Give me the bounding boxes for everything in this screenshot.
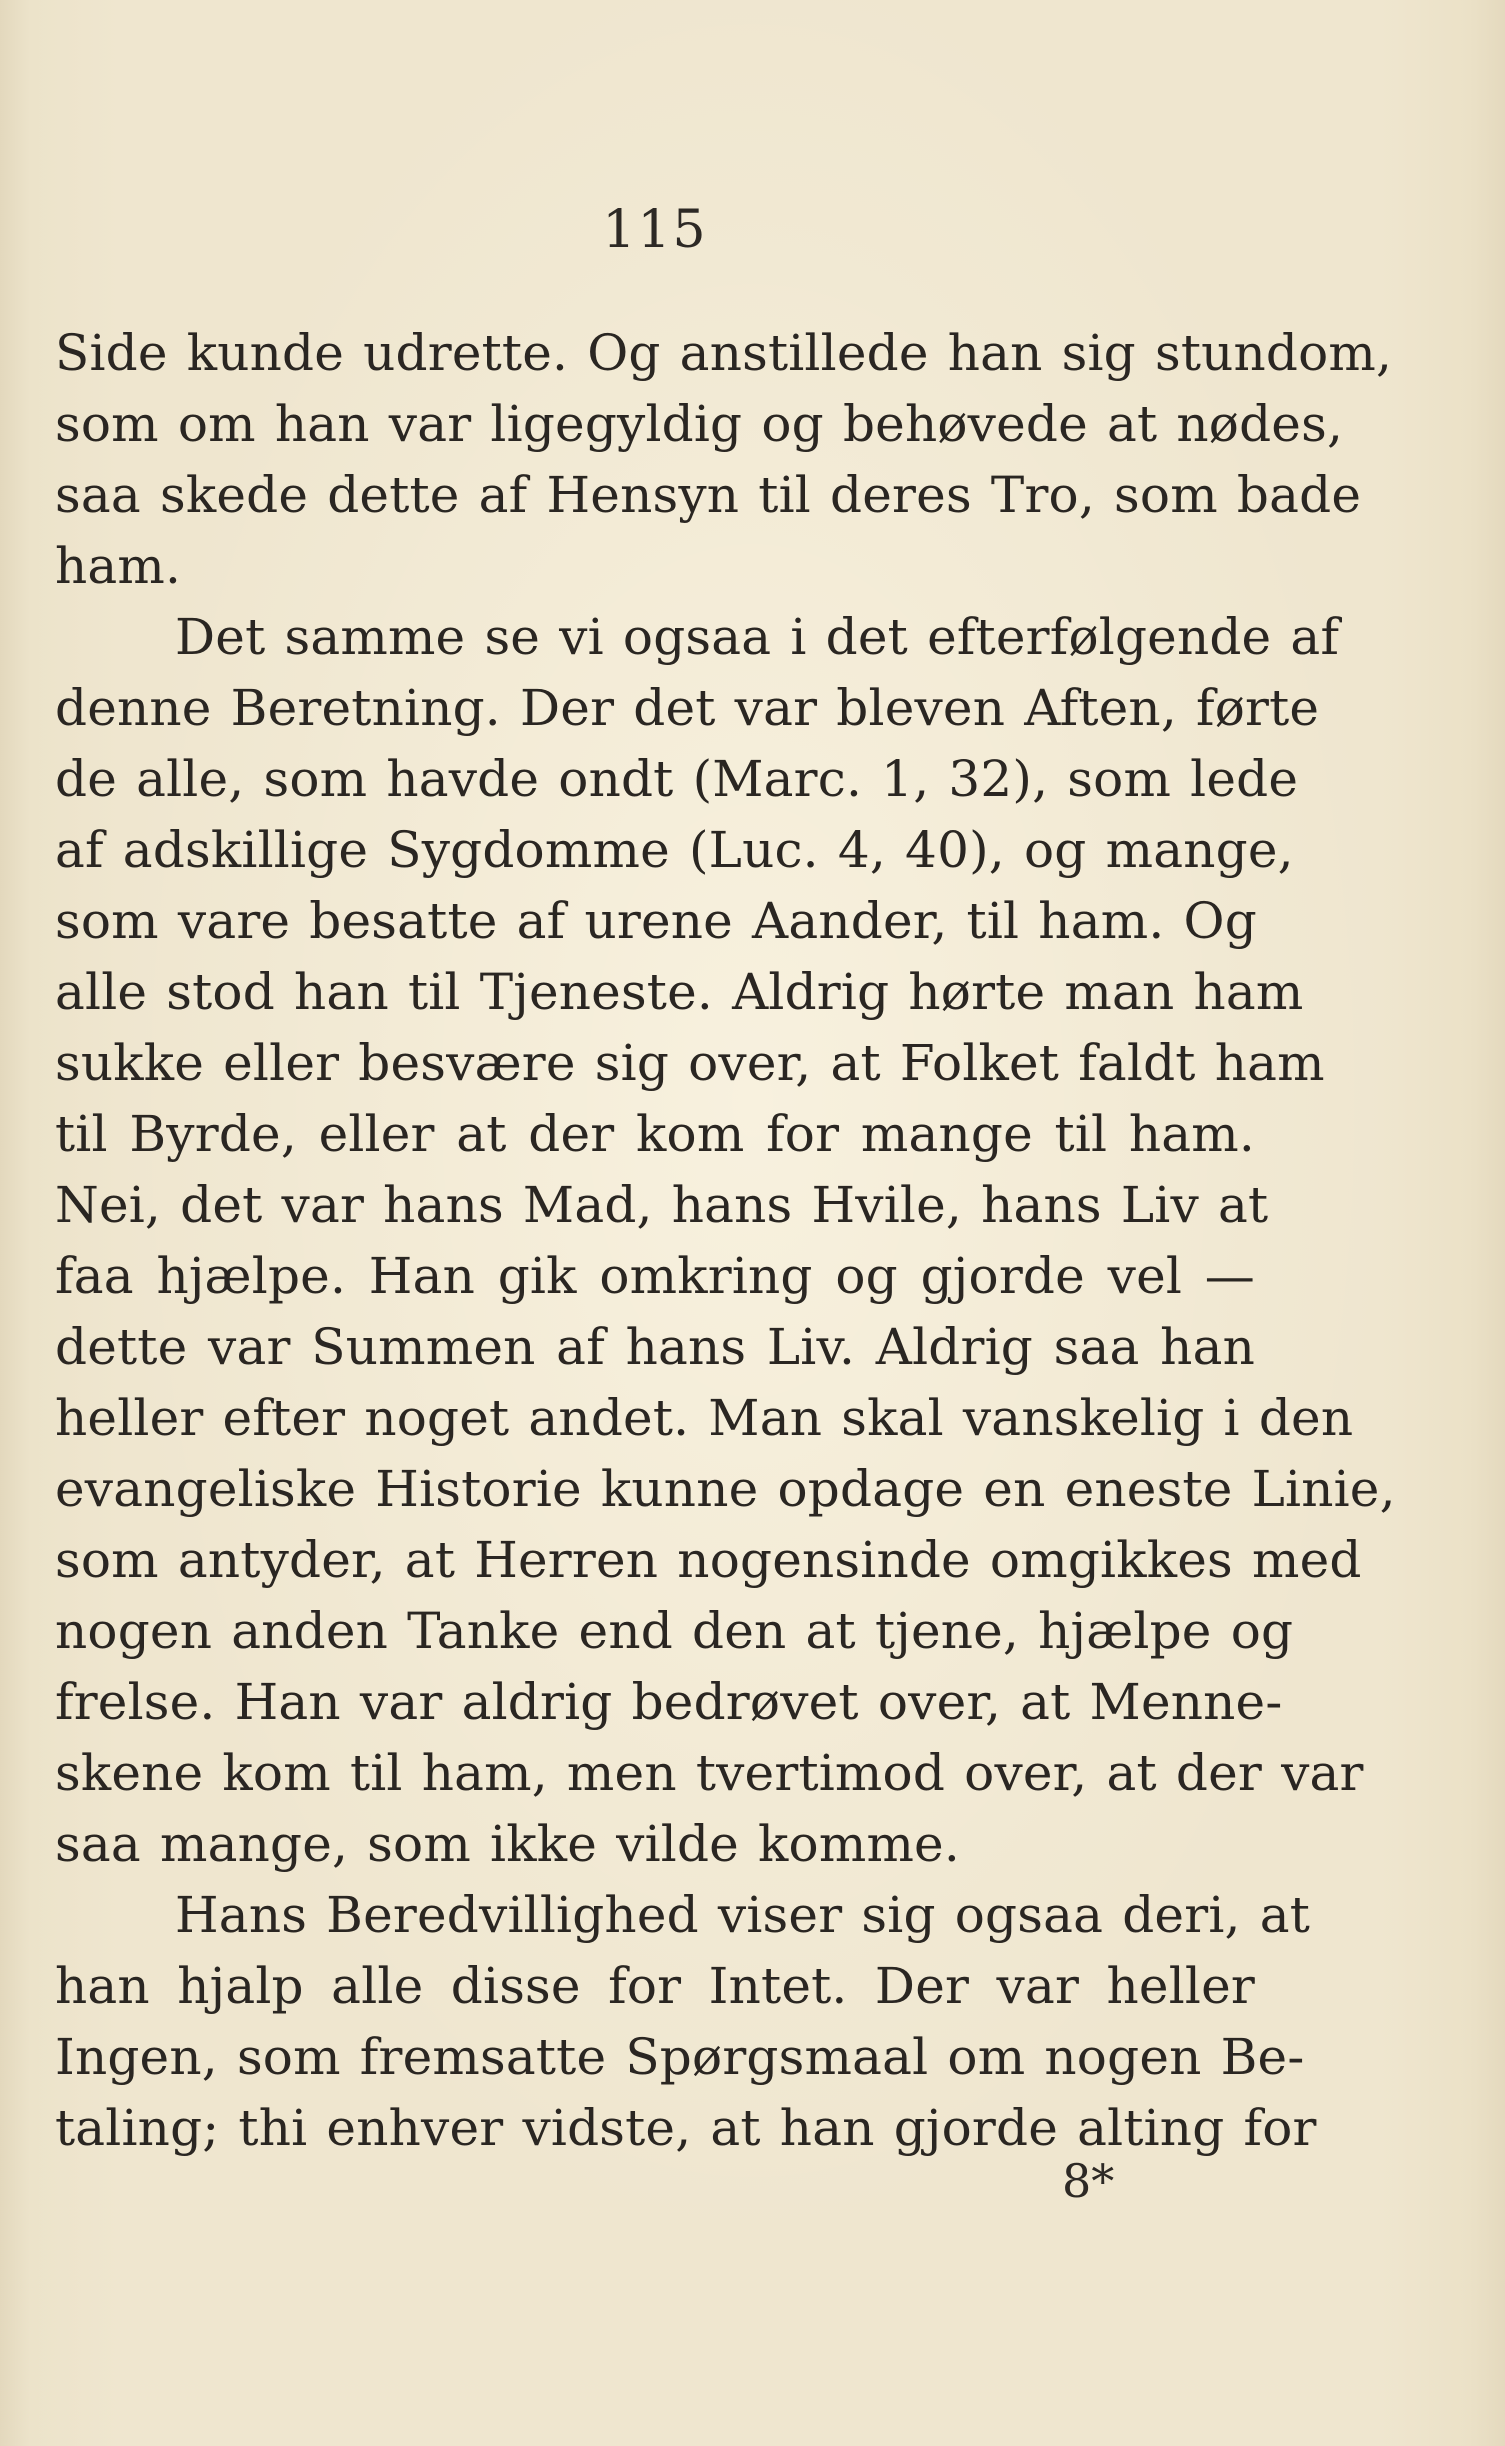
text-line: skene kom til ham, men tvertimod over, at der var <box>55 1744 1364 1802</box>
text-line: som vare besatte af urene Aander, til ham. Og <box>55 892 1257 950</box>
signature-mark: 8* <box>1062 2154 1115 2208</box>
page-number: 115 <box>602 200 708 260</box>
body-text <box>55 318 1396 2164</box>
text-line: af adskillige Sygdomme (Luc. 4, 40), og mange, <box>55 821 1294 879</box>
text-line: saa skede dette af Hensyn til deres Tro, som bade <box>55 466 1362 524</box>
text-line: dette var Summen af hans Liv. Aldrig saa han <box>55 1318 1255 1376</box>
text-line: til Byrde, eller at der kom for mange til ham. <box>55 1105 1255 1163</box>
text-line: alle stod han til Tjeneste. Aldrig hørte man ham <box>55 963 1304 1021</box>
text-line: Side kunde udrette. Og anstillede han sig stundom, <box>55 324 1393 382</box>
text-line: som antyder, at Herren nogensinde omgikkes med <box>55 1531 1362 1589</box>
text-line: nogen anden Tanke end den at tjene, hjælpe og <box>55 1602 1294 1660</box>
text-line: Det samme se vi ogsaa i det efterfølgende af <box>175 608 1340 666</box>
text-line: frelse. Han var aldrig bedrøvet over, at Menne- <box>55 1673 1283 1731</box>
text-line: denne Beretning. Der det var bleven Aften, førte <box>55 679 1320 737</box>
text-line: sukke eller besvære sig over, at Folket faldt ham <box>55 1034 1325 1092</box>
text-line: Ingen, som fremsatte Spørgsmaal om nogen Be- <box>55 2028 1305 2086</box>
text-line: faa hjælpe. Han gik omkring og gjorde vel — <box>55 1247 1255 1305</box>
text-line: de alle, som havde ondt (Marc. 1, 32), som lede <box>55 750 1299 808</box>
text-line: heller efter noget andet. Man skal vanskelig i den <box>55 1389 1354 1447</box>
text-line: Hans Beredvillighed viser sig ogsaa deri, at <box>175 1886 1311 1944</box>
text-line: saa mange, som ikke vilde komme. <box>55 1815 960 1873</box>
text-line: Nei, det var hans Mad, hans Hvile, hans Liv at <box>55 1176 1269 1234</box>
text-line: han hjalp alle disse for Intet. Der var heller <box>55 1957 1255 2015</box>
text-line: taling; thi enhver vidste, at han gjorde alting for <box>55 2099 1317 2157</box>
text-line: ham. <box>55 537 182 595</box>
text-line: som om han var ligegyldig og behøvede at nødes, <box>55 395 1344 453</box>
text-line: evangeliske Historie kunne opdage en eneste Linie, <box>55 1460 1396 1518</box>
